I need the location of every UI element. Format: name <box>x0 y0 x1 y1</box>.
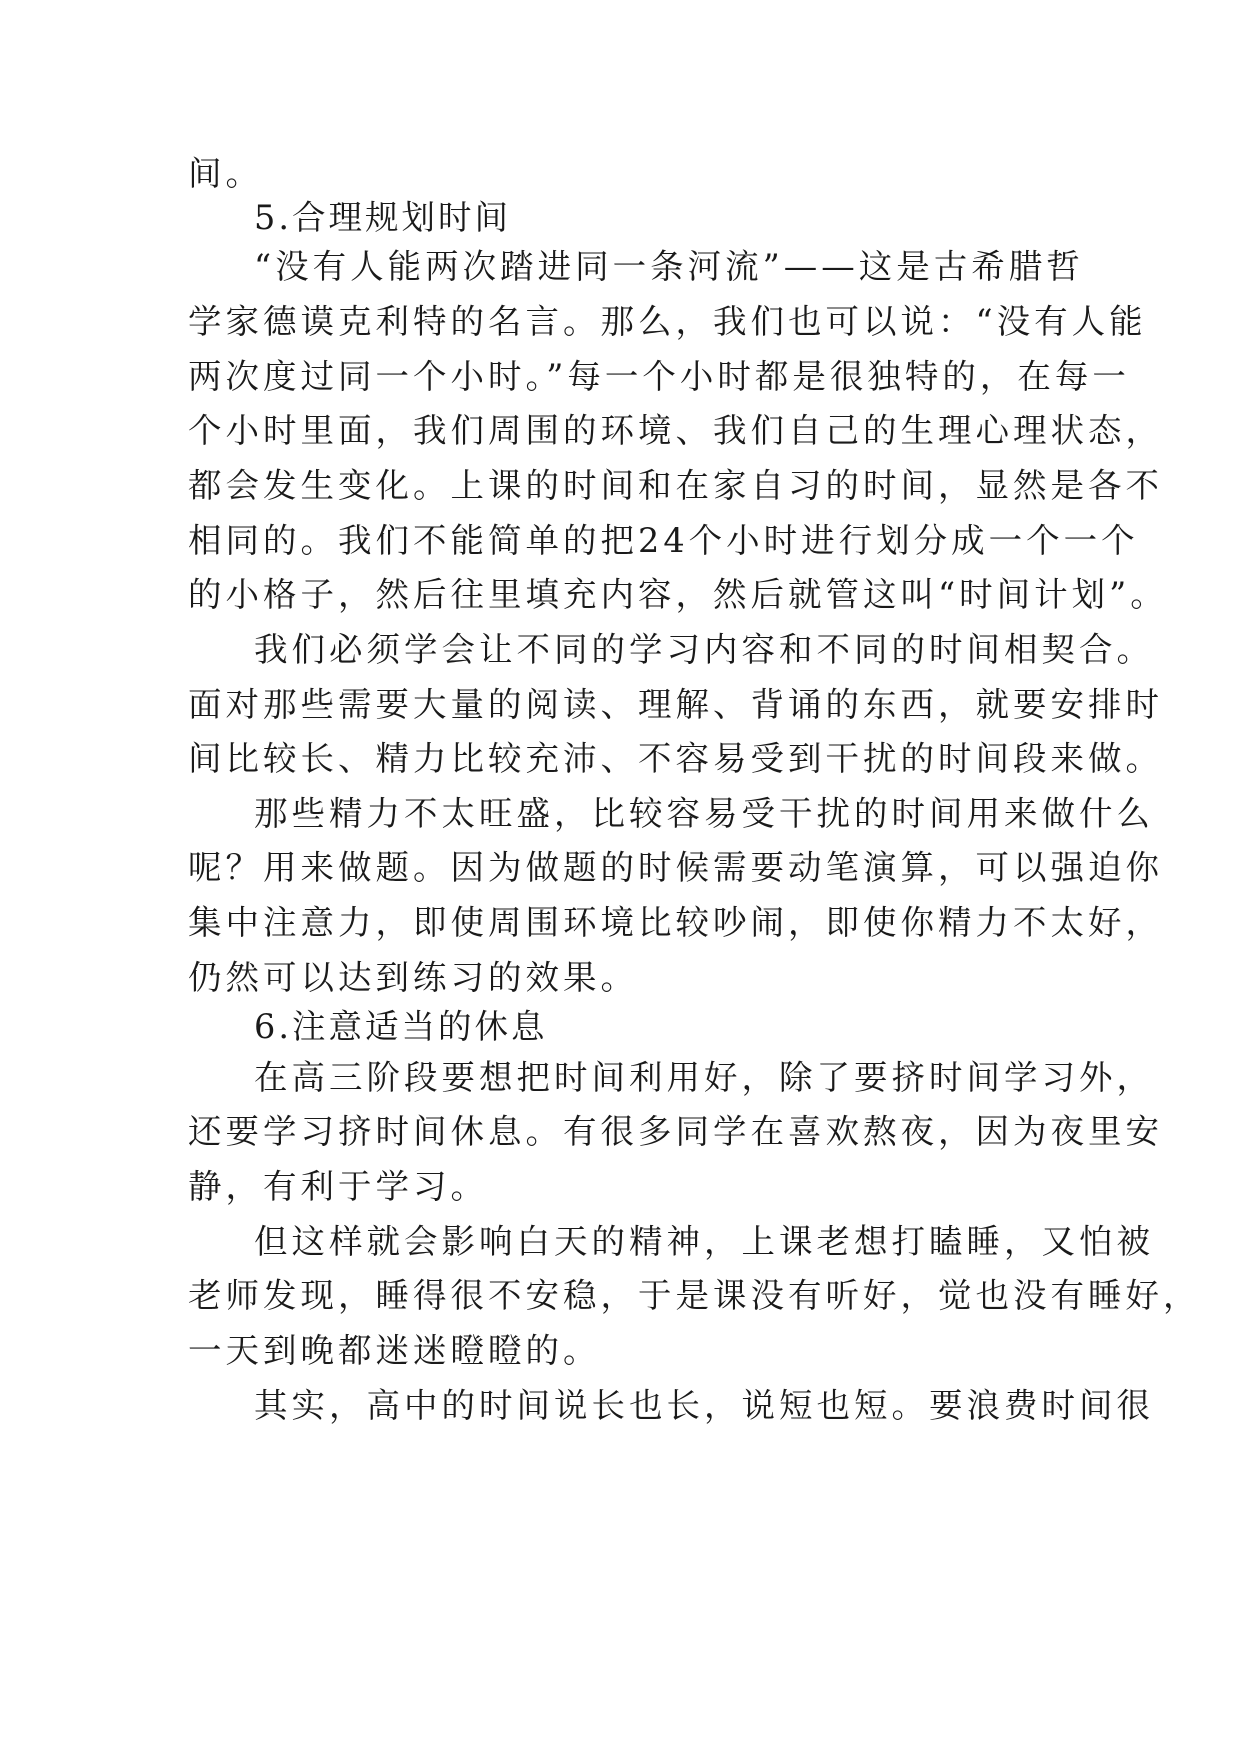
text-line: 我们必须学会让不同的学习内容和不同的时间相契合。 <box>254 630 1154 669</box>
text-line: 还要学习挤时间休息。有很多同学在喜欢熬夜，因为夜里安 <box>188 1112 1163 1151</box>
text-line: 学家德谟克利特的名言。那么，我们也可以说：“没有人能 <box>188 302 1147 341</box>
text-line: 的小格子，然后往里填充内容，然后就管这叫“时间计划”。 <box>188 575 1168 614</box>
section-heading: 5.合理规划时间 <box>254 198 511 237</box>
text-line: 老师发现，睡得很不安稳，于是课没有听好，觉也没有睡好， <box>188 1276 1201 1315</box>
text-line: 面对那些需要大量的阅读、理解、背诵的东西，就要安排时 <box>188 685 1163 724</box>
text-line: 一天到晚都迷迷瞪瞪的。 <box>188 1331 601 1370</box>
text-line: “没有人能两次踏进同一条河流”——这是古希腊哲 <box>254 247 1084 286</box>
text-line: 其实，高中的时间说长也长，说短也短。要浪费时间很 <box>254 1386 1154 1425</box>
text-line: 但这样就会影响白天的精神，上课老想打瞌睡，又怕被 <box>254 1222 1154 1261</box>
text-line: 那些精力不太旺盛，比较容易受干扰的时间用来做什么 <box>254 794 1154 833</box>
text-line: 个小时里面，我们周围的环境、我们自己的生理心理状态， <box>188 411 1163 450</box>
text-line: 在高三阶段要想把时间利用好，除了要挤时间学习外， <box>254 1058 1154 1097</box>
section-heading: 6.注意适当的休息 <box>254 1007 548 1046</box>
text-line: 集中注意力，即使周围环境比较吵闹，即使你精力不太好， <box>188 903 1163 942</box>
text-line: 两次度过同一个小时。”每一个小时都是很独特的，在每一 <box>188 357 1130 396</box>
text-line: 仍然可以达到练习的效果。 <box>188 958 638 997</box>
text-line: 呢？用来做题。因为做题的时候需要动笔演算，可以强迫你 <box>188 848 1163 887</box>
text-line: 间。 <box>188 154 263 193</box>
text-line: 间比较长、精力比较充沛、不容易受到干扰的时间段来做。 <box>188 739 1163 778</box>
text-line: 相同的。我们不能简单的把24个小时进行划分成一个一个 <box>188 521 1139 560</box>
text-line: 都会发生变化。上课的时间和在家自习的时间，显然是各不 <box>188 466 1163 505</box>
text-line: 静，有利于学习。 <box>188 1167 488 1206</box>
